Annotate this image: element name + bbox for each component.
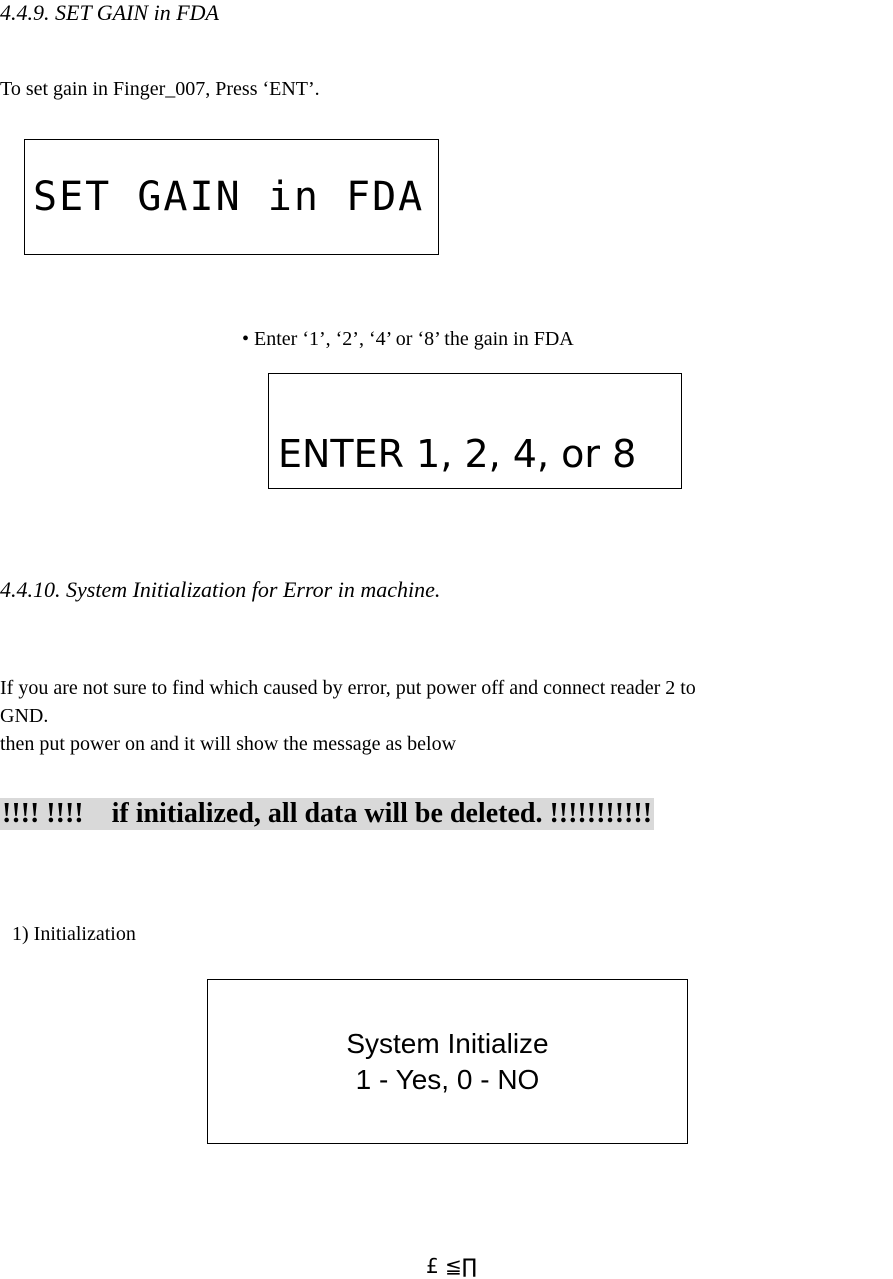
section-heading-system-init: 4.4.10. System Initialization for Error in machine. (0, 577, 441, 602)
paragraph-line-2: GND. (0, 705, 49, 727)
lcd-text-set-gain: SET GAIN in FDA (33, 174, 425, 220)
lcd-text-block (208, 1026, 687, 1098)
lcd-line-1: System Initialize (346, 1028, 549, 1059)
lcd-text-enter-gain: ENTER 1, 2, 4, or 8 (278, 432, 637, 476)
bullet-enter-gain: • Enter ‘1’, ‘2’, ‘4’ or ‘8’ the gain in FDA (242, 328, 574, 350)
section-heading-set-gain: 4.4.9. SET GAIN in FDA (0, 0, 219, 25)
lcd-display-set-gain (24, 139, 439, 255)
warning-banner: !!!! !!!! if initialized, all data will be deleted. !!!!!!!!!!! (2, 798, 653, 829)
lcd-display-enter-gain (268, 373, 682, 489)
step-initialization: 1) Initialization (12, 923, 136, 945)
lcd-line-2: 1 - Yes, 0 - NO (355, 1064, 540, 1095)
paragraph-line-3: then put power on and it will show the message as below (0, 733, 457, 755)
lcd-display-system-init (207, 979, 688, 1144)
intro-text: To set gain in Finger_007, Press ‘ENT’. (0, 78, 320, 100)
paragraph-line-1: If you are not sure to find which caused by error, put power off and connect reader 2 to (0, 677, 696, 699)
page-footer-glyphs: £ ≦∏ (426, 1254, 477, 1278)
